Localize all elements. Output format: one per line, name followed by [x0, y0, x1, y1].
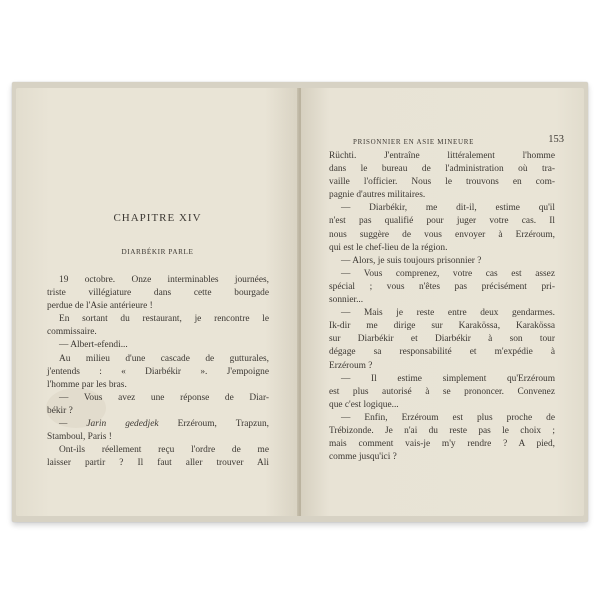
text-line: — Diarbékir, me dit-il, estime qu'il: [341, 203, 555, 214]
text-line: En sortant du restaurant, je rencontre le: [59, 314, 269, 325]
text-line: vaille l'officier. Nous le trouvons en com-: [329, 177, 555, 188]
text-line: perdue de l'Asie antérieure !: [47, 301, 153, 312]
text-line: Trébizonde. Je n'ai du reste pas le choix ;: [329, 425, 555, 436]
left-page-text: [47, 274, 269, 470]
text-line: — Alors, je suis toujours prisonnier ?: [341, 255, 482, 266]
right-page-text: [329, 150, 555, 464]
text-line: Au milieu d'une cascade de gutturales,: [59, 353, 269, 364]
text-line: Ont-ils réellement reçu l'ordre de me: [59, 445, 269, 456]
text-line: Stamboul, Paris !: [47, 432, 112, 443]
text-line: sonnier...: [329, 295, 364, 306]
text-line: spécial ; vous n'êtes pas précisément pri-: [329, 281, 555, 292]
text-line: — Mais je reste entre deux gendarmes.: [341, 308, 555, 319]
text-line: Erzéroum ?: [329, 360, 373, 371]
text-line: dégage sa responsabilité et m'expédie à: [329, 347, 555, 358]
text-line: est plus autorisé à se prononcer. Convenez: [329, 386, 555, 397]
text-line: mais comment vais-je m'y rendre ? A pied,: [329, 439, 555, 450]
text-line: Rüchti. J'entraîne littéralement l'homme: [329, 151, 555, 161]
text-line: j'entends : « Diarbékir ». J'empoigne: [47, 366, 269, 377]
open-book: [12, 82, 588, 522]
right-page: [301, 88, 584, 516]
text-line: n'est pas qualifié pour juger votre cas. Il: [329, 216, 555, 227]
running-head: PRISONNIER EN ASIE MINEURE: [353, 138, 475, 146]
text-line: comme jusqu'ici ?: [329, 452, 397, 463]
text-line: dans le bureau de l'administration où tra-: [329, 164, 555, 175]
text-line: qui est le chef-lieu de la région.: [329, 242, 448, 253]
text-line: Ik-dir me dirige sur Karakössa, Karakössa: [329, 321, 555, 332]
text-line: — Enfin, Erzéroum est plus proche de: [341, 412, 555, 423]
text-line: laisser partir ? Il faut aller trouver Ali: [47, 458, 269, 469]
text-line: — Il estime simplement qu'Erzéroum: [341, 373, 555, 384]
chapter-title: CHAPITRE XIV: [113, 212, 202, 224]
text-line: triste villégiature dans cette bourgade: [47, 288, 269, 299]
text-line: pagnie d'autres militaires.: [329, 190, 426, 201]
text-line-rest: Erzéroum, Trapzun,: [158, 419, 269, 430]
page-number: 153: [548, 134, 564, 145]
text-line: sur Diarbékir et Diarbékir à son tour: [329, 334, 555, 345]
text-line: que c'est logique...: [329, 399, 399, 410]
text-line: l'homme par les bras.: [47, 379, 127, 390]
text-line: [47, 418, 269, 431]
text-line: 19 octobre. Onze interminables journées,: [59, 275, 269, 285]
text-line: nous suggère de vous envoyer à Erzéroum,: [329, 229, 555, 240]
chapter-subtitle: DIARBÉKIR PARLE: [121, 248, 194, 256]
text-line: — Albert-efendi...: [59, 340, 128, 351]
text-line: békir ?: [47, 405, 73, 416]
italic-phrase: — Jarin gededjek: [59, 419, 159, 430]
text-line: — Vous comprenez, votre cas est assez: [341, 268, 555, 279]
text-line: commissaire.: [47, 327, 97, 338]
left-page: [16, 88, 299, 516]
text-line: — Vous avez une réponse de Diar-: [59, 392, 269, 403]
